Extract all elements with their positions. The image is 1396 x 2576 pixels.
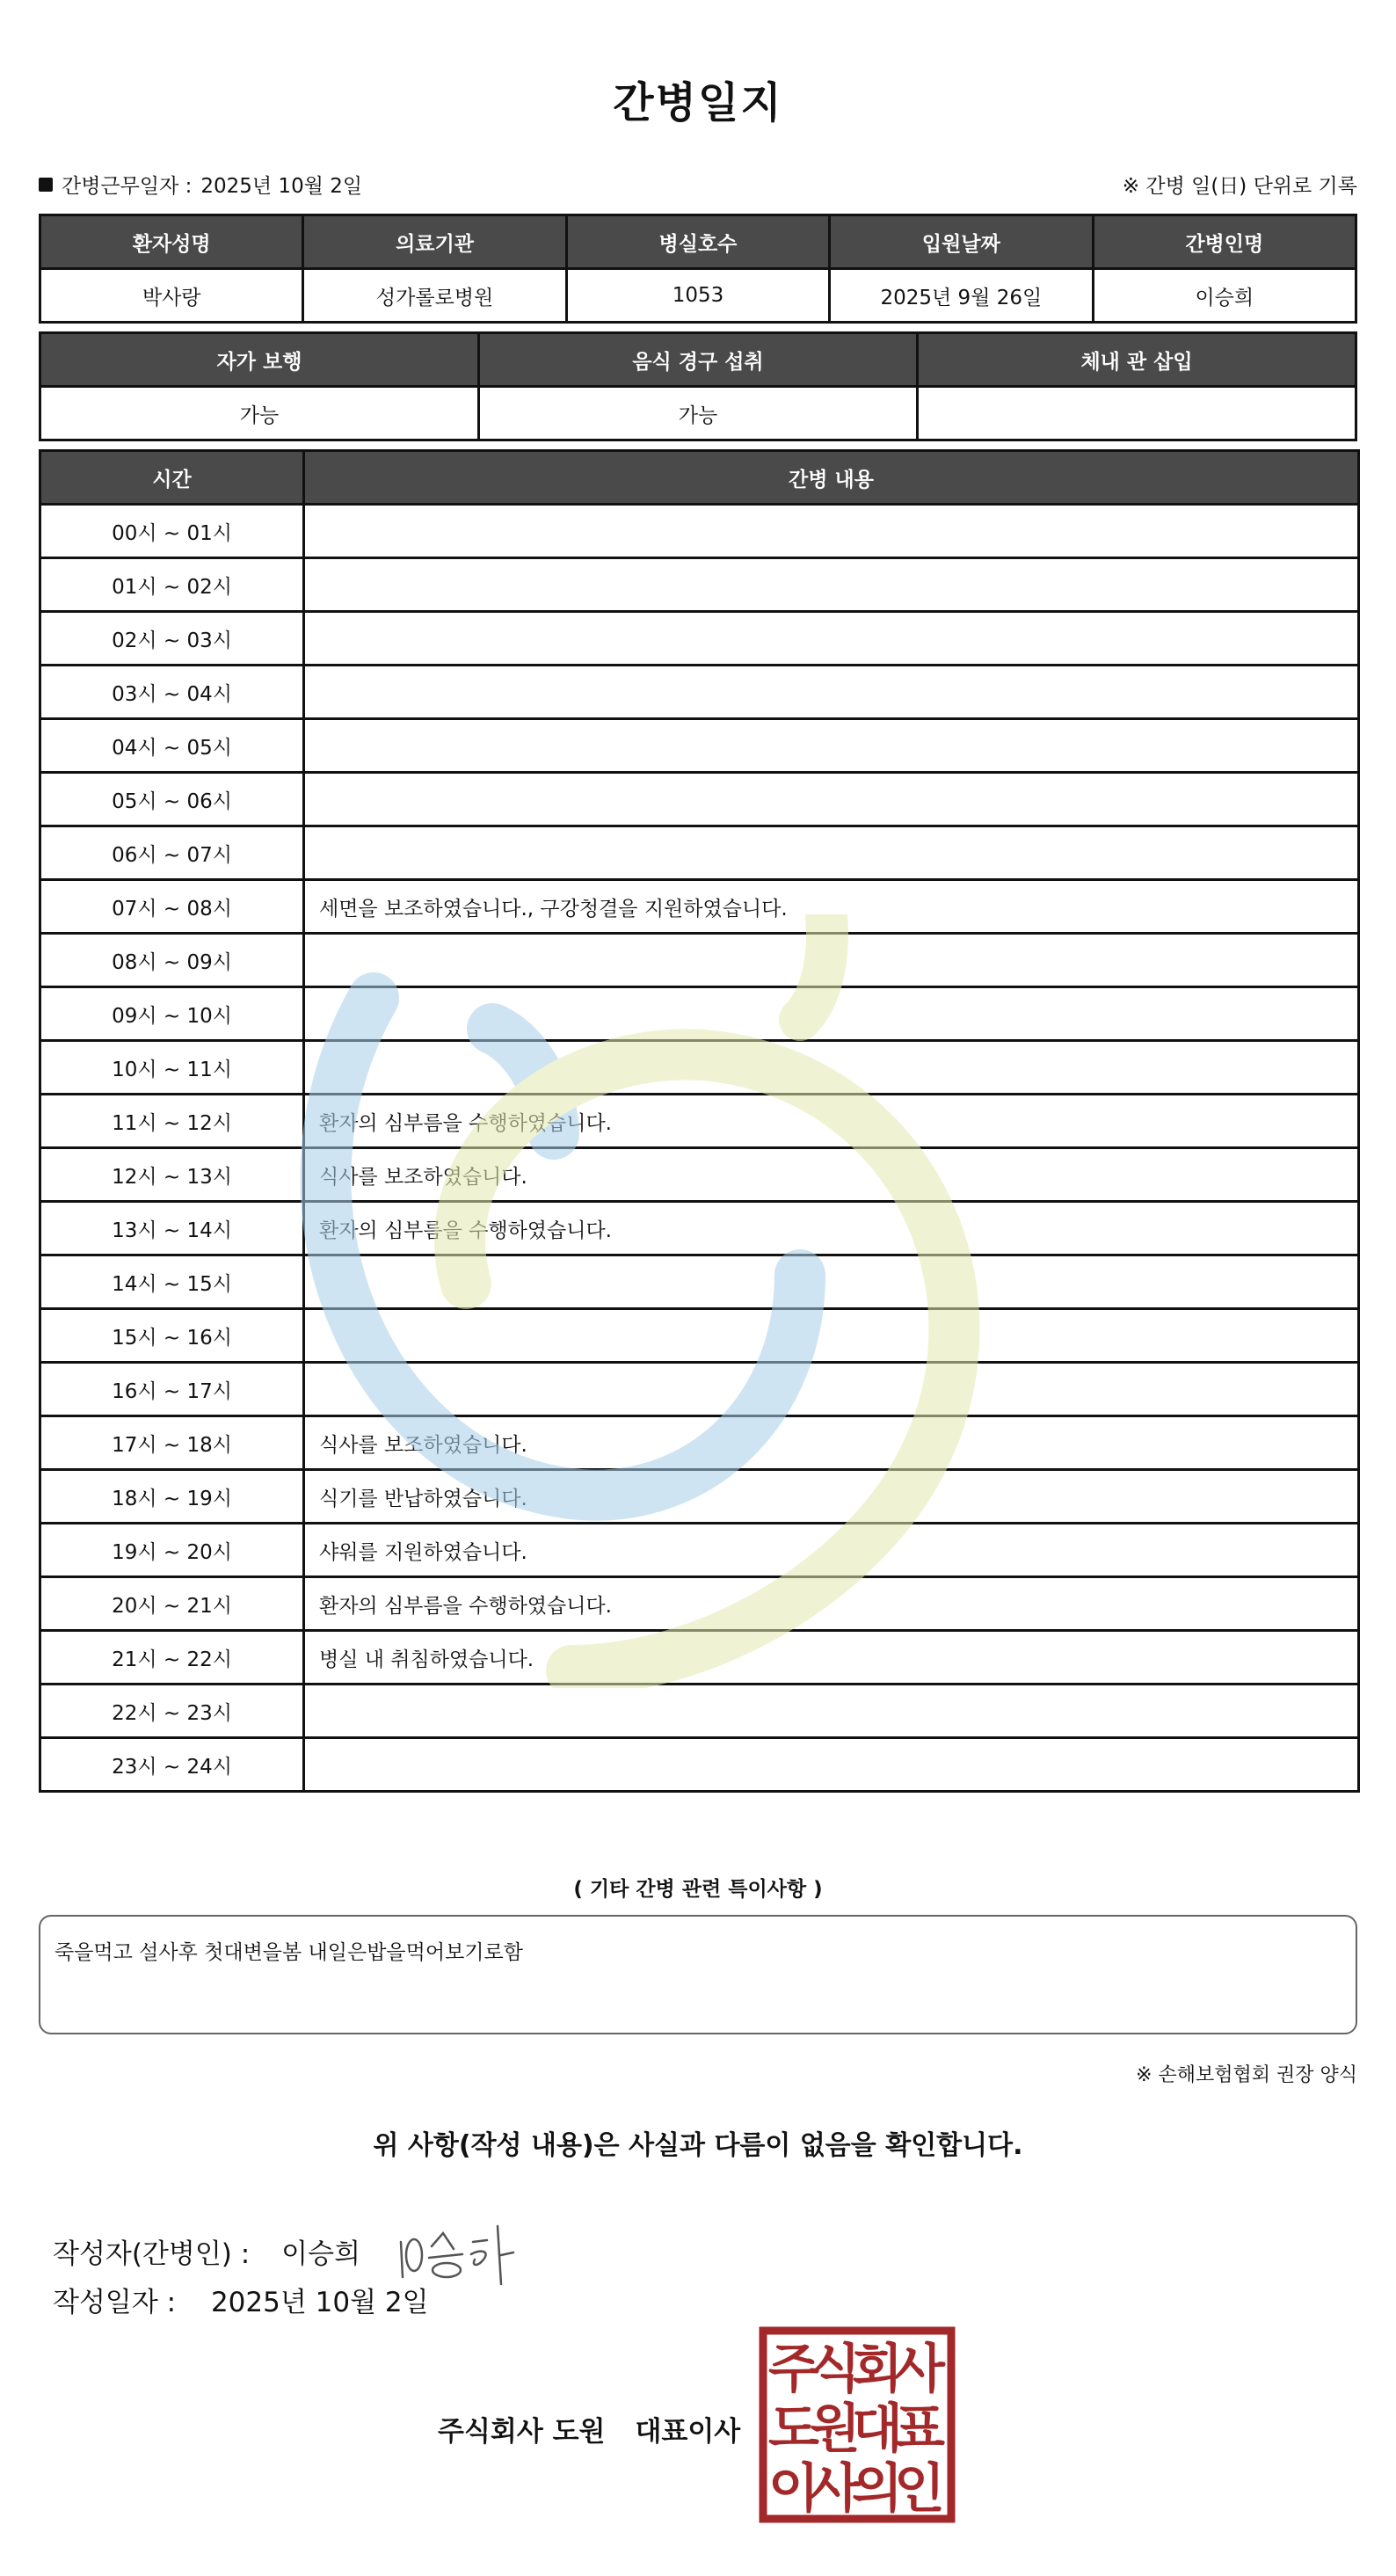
header-time: 시간	[40, 451, 304, 505]
log-row	[40, 1041, 1359, 1095]
document-title: 간병일지	[613, 78, 783, 127]
tube-insertion-value	[918, 387, 1356, 440]
patient-info-header-row	[40, 215, 1356, 269]
log-time: 10시 ~ 11시	[40, 1041, 304, 1095]
status-header-row	[40, 333, 1356, 387]
svg-text:식: 식	[810, 2339, 861, 2400]
log-row	[40, 934, 1359, 987]
written-date-value: 2025년 10월 2일	[210, 2287, 429, 2318]
status-value-row	[40, 387, 1356, 440]
room-number: 1053	[566, 269, 829, 323]
writer-name: 이승희	[281, 2238, 361, 2270]
log-header-row	[40, 451, 1359, 505]
log-row	[40, 719, 1359, 773]
log-row	[40, 987, 1359, 1041]
patient-name: 박사랑	[40, 269, 303, 323]
header-care-content: 간병 내용	[304, 451, 1359, 505]
log-time: 16시 ~ 17시	[40, 1363, 304, 1416]
notes-box	[39, 1915, 1357, 2034]
log-time: 22시 ~ 23시	[40, 1685, 304, 1738]
svg-text:인: 인	[894, 2458, 945, 2520]
log-time: 19시 ~ 20시	[40, 1524, 304, 1577]
log-content: 환자의 심부름을 수행하였습니다.	[304, 1095, 1359, 1148]
log-content	[304, 826, 1359, 880]
log-content: 샤워를 지원하였습니다.	[304, 1524, 1359, 1577]
log-content	[304, 1309, 1359, 1363]
header-caregiver-name: 간병인명	[1093, 215, 1356, 269]
log-row	[40, 1470, 1359, 1524]
log-row	[40, 880, 1359, 934]
written-date-label: 작성일자 :	[53, 2287, 177, 2318]
company-line	[438, 2409, 740, 2449]
self-walking-value: 가능	[40, 387, 479, 440]
log-content	[304, 505, 1359, 558]
log-row	[40, 826, 1359, 880]
log-content	[304, 558, 1359, 612]
svg-text:사: 사	[810, 2458, 861, 2520]
log-row	[40, 1685, 1359, 1738]
svg-text:주: 주	[768, 2339, 819, 2400]
log-row	[40, 1255, 1359, 1309]
svg-text:도: 도	[768, 2398, 819, 2460]
header-hospital: 의료기관	[303, 215, 566, 269]
log-row	[40, 505, 1359, 558]
log-content: 식사를 보조하였습니다.	[304, 1416, 1359, 1470]
hourly-log-table	[39, 449, 1360, 1793]
log-row	[40, 1524, 1359, 1577]
log-body	[40, 505, 1359, 1792]
work-date-label: 간병근무일자 :	[62, 175, 193, 198]
log-time: 18시 ~ 19시	[40, 1470, 304, 1524]
log-time: 17시 ~ 18시	[40, 1416, 304, 1470]
log-time: 06시 ~ 07시	[40, 826, 304, 880]
log-time: 09시 ~ 10시	[40, 987, 304, 1041]
log-content	[304, 719, 1359, 773]
log-row	[40, 1309, 1359, 1363]
log-time: 02시 ~ 03시	[40, 612, 304, 666]
svg-text:의: 의	[852, 2458, 903, 2520]
header-tube-insertion: 체내 관 삽입	[918, 333, 1356, 387]
log-content	[304, 1041, 1359, 1095]
bullet-square-icon	[39, 178, 53, 192]
log-time: 14시 ~ 15시	[40, 1255, 304, 1309]
svg-text:사: 사	[894, 2339, 945, 2400]
patient-info-value-row	[40, 269, 1356, 323]
log-time: 05시 ~ 06시	[40, 773, 304, 826]
header-self-walking: 자가 보행	[40, 333, 479, 387]
log-row	[40, 1416, 1359, 1470]
header-patient-name: 환자성명	[40, 215, 303, 269]
header-room-number: 병실호수	[566, 215, 829, 269]
patient-status-table	[39, 331, 1357, 441]
log-content	[304, 1255, 1359, 1309]
log-row	[40, 666, 1359, 719]
confirmation-statement: 위 사항(작성 내용)은 사실과 다름이 없음을 확인합니다.	[373, 2130, 1023, 2161]
patient-info-table	[39, 214, 1357, 324]
company-name: 주식회사 도원	[438, 2416, 606, 2448]
log-time: 12시 ~ 13시	[40, 1148, 304, 1202]
log-time: 00시 ~ 01시	[40, 505, 304, 558]
svg-text:대: 대	[852, 2398, 903, 2460]
log-row	[40, 1095, 1359, 1148]
log-row	[40, 558, 1359, 612]
log-row	[40, 1738, 1359, 1792]
log-time: 01시 ~ 02시	[40, 558, 304, 612]
log-row	[40, 1631, 1359, 1685]
hospital-name: 성가롤로병원	[303, 269, 566, 323]
log-time: 20시 ~ 21시	[40, 1577, 304, 1631]
form-source-note: ※ 손해보험협회 권장 양식	[1136, 2064, 1357, 2086]
svg-text:원: 원	[810, 2398, 861, 2460]
log-content: 환자의 심부름을 수행하였습니다.	[304, 1577, 1359, 1631]
work-date-value: 2025년 10월 2일	[200, 175, 363, 198]
log-time: 13시 ~ 14시	[40, 1202, 304, 1255]
log-content	[304, 1685, 1359, 1738]
log-time: 23시 ~ 24시	[40, 1738, 304, 1792]
log-time: 08시 ~ 09시	[40, 934, 304, 987]
log-time: 11시 ~ 12시	[40, 1095, 304, 1148]
log-row	[40, 773, 1359, 826]
notes-text: 죽을먹고 설사후 첫대변을봄 내일은밥을먹어보기로함	[55, 1941, 523, 1964]
log-content	[304, 612, 1359, 666]
log-content	[304, 934, 1359, 987]
caregiver-name: 이승희	[1093, 269, 1356, 323]
signature-icon	[392, 2216, 524, 2286]
log-row	[40, 1363, 1359, 1416]
record-unit-note: ※ 간병 일(日) 단위로 기록	[1122, 175, 1357, 198]
log-content: 환자의 심부름을 수행하였습니다.	[304, 1202, 1359, 1255]
oral-intake-value: 가능	[479, 387, 918, 440]
log-row	[40, 1577, 1359, 1631]
ceo-title: 대표이사	[635, 2416, 741, 2448]
log-time: 04시 ~ 05시	[40, 719, 304, 773]
admission-date: 2025년 9월 26일	[830, 269, 1093, 323]
log-time: 07시 ~ 08시	[40, 880, 304, 934]
log-content	[304, 773, 1359, 826]
log-row	[40, 1202, 1359, 1255]
log-row	[40, 612, 1359, 666]
log-content	[304, 1738, 1359, 1792]
written-date-row	[53, 2280, 429, 2319]
svg-text:표: 표	[894, 2398, 945, 2460]
log-content: 세면을 보조하였습니다., 구강청결을 지원하였습니다.	[304, 880, 1359, 934]
company-seal-icon	[758, 2325, 956, 2524]
header-admission-date: 입원날짜	[830, 215, 1093, 269]
log-row	[40, 1148, 1359, 1202]
writer-row	[53, 2216, 524, 2286]
log-time: 21시 ~ 22시	[40, 1631, 304, 1685]
work-date	[39, 170, 362, 199]
log-time: 03시 ~ 04시	[40, 666, 304, 719]
svg-text:회: 회	[852, 2339, 903, 2400]
notes-title: ( 기타 간병 관련 특이사항 )	[573, 1878, 823, 1901]
log-content: 병실 내 취침하였습니다.	[304, 1631, 1359, 1685]
writer-label: 작성자(간병인) :	[53, 2238, 251, 2270]
header-oral-intake: 음식 경구 섭취	[479, 333, 918, 387]
svg-text:이: 이	[768, 2458, 819, 2520]
log-content	[304, 1363, 1359, 1416]
log-content	[304, 666, 1359, 719]
log-content: 식기를 반납하였습니다.	[304, 1470, 1359, 1524]
log-content	[304, 987, 1359, 1041]
log-content: 식사를 보조하였습니다.	[304, 1148, 1359, 1202]
log-time: 15시 ~ 16시	[40, 1309, 304, 1363]
